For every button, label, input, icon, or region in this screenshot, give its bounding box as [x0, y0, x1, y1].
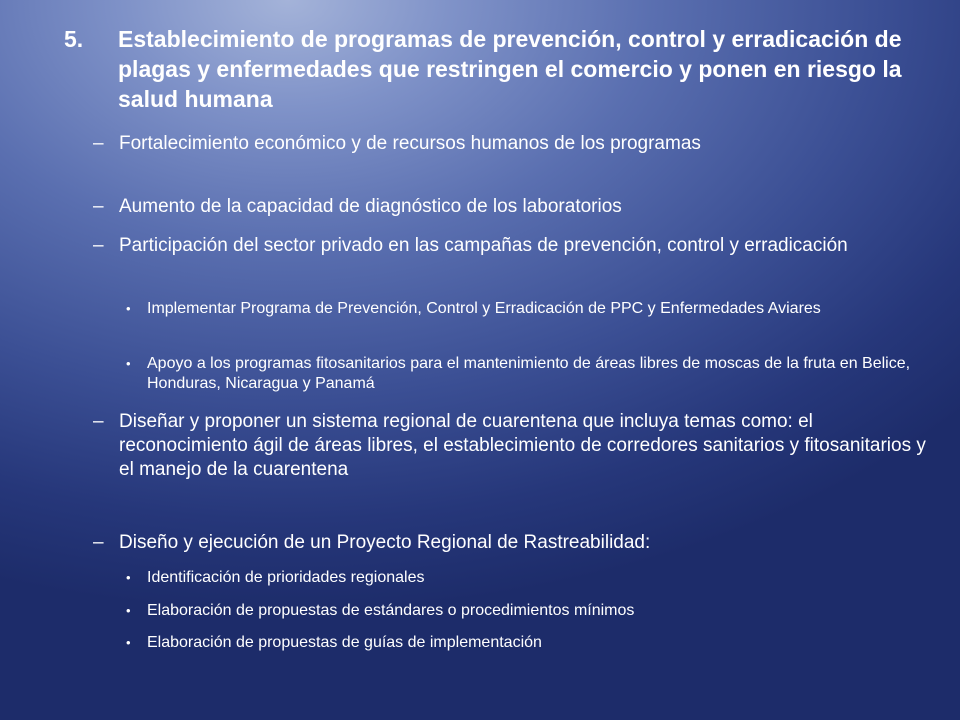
sub-item-ppc	[126, 299, 926, 319]
dash-bullet: –	[93, 133, 104, 154]
dot-bullet: •	[126, 356, 131, 371]
list-item-diagnostico	[93, 195, 933, 219]
sub-item-guias	[126, 633, 926, 653]
dot-bullet: •	[126, 301, 131, 316]
heading-number: 5.	[64, 26, 84, 52]
sub-item-estandares	[126, 601, 926, 621]
list-item-cuarentena	[93, 410, 933, 482]
list-item-fortalecimiento	[93, 132, 933, 156]
sub-item-text: Elaboración de propuestas de guías de implementación	[147, 634, 542, 651]
list-item-rastreabilidad	[93, 531, 933, 555]
sub-item-text: Apoyo a los programas fitosanitarios para el mantenimiento de áreas libres de moscas de la fruta en Belice, Honduras, Nicaragua y Panamá	[147, 355, 911, 392]
dot-bullet: •	[126, 603, 131, 618]
list-item-text: Aumento de la capacidad de diagnóstico de los laboratorios	[119, 196, 622, 217]
dash-bullet: –	[93, 532, 104, 553]
dot-bullet: •	[126, 570, 131, 585]
list-item-sector-privado	[93, 234, 933, 258]
dash-bullet: –	[93, 196, 104, 217]
list-item-text: Diseño y ejecución de un Proyecto Regional de Rastreabilidad:	[119, 532, 651, 553]
list-item-text: Diseñar y proponer un sistema regional de cuarentena que incluya temas como: el reconocimiento ágil de áreas libres, el establecimiento de corredores sanitarios y fitosanitarios y el manejo de la cuarentena	[119, 411, 926, 480]
sub-item-text: Identificación de prioridades regionales	[147, 569, 425, 586]
dash-bullet: –	[93, 411, 104, 432]
heading-text: Establecimiento de programas de prevención, control y erradicación de plagas y enfermedades que restringen el comercio y ponen en riesgo la salud humana	[118, 26, 902, 112]
sub-item-text: Implementar Programa de Prevención, Control y Erradicación de PPC y Enfermedades Aviares	[147, 300, 821, 317]
sub-item-moscas	[126, 354, 926, 394]
sub-item-text: Elaboración de propuestas de estándares o procedimientos mínimos	[147, 602, 635, 619]
dot-bullet: •	[126, 635, 131, 650]
list-item-text: Participación del sector privado en las campañas de prevención, control y erradicación	[119, 235, 848, 256]
slide-heading	[64, 24, 914, 114]
dash-bullet: –	[93, 235, 104, 256]
sub-item-prioridades	[126, 568, 926, 588]
list-item-text: Fortalecimiento económico y de recursos humanos de los programas	[119, 133, 701, 154]
